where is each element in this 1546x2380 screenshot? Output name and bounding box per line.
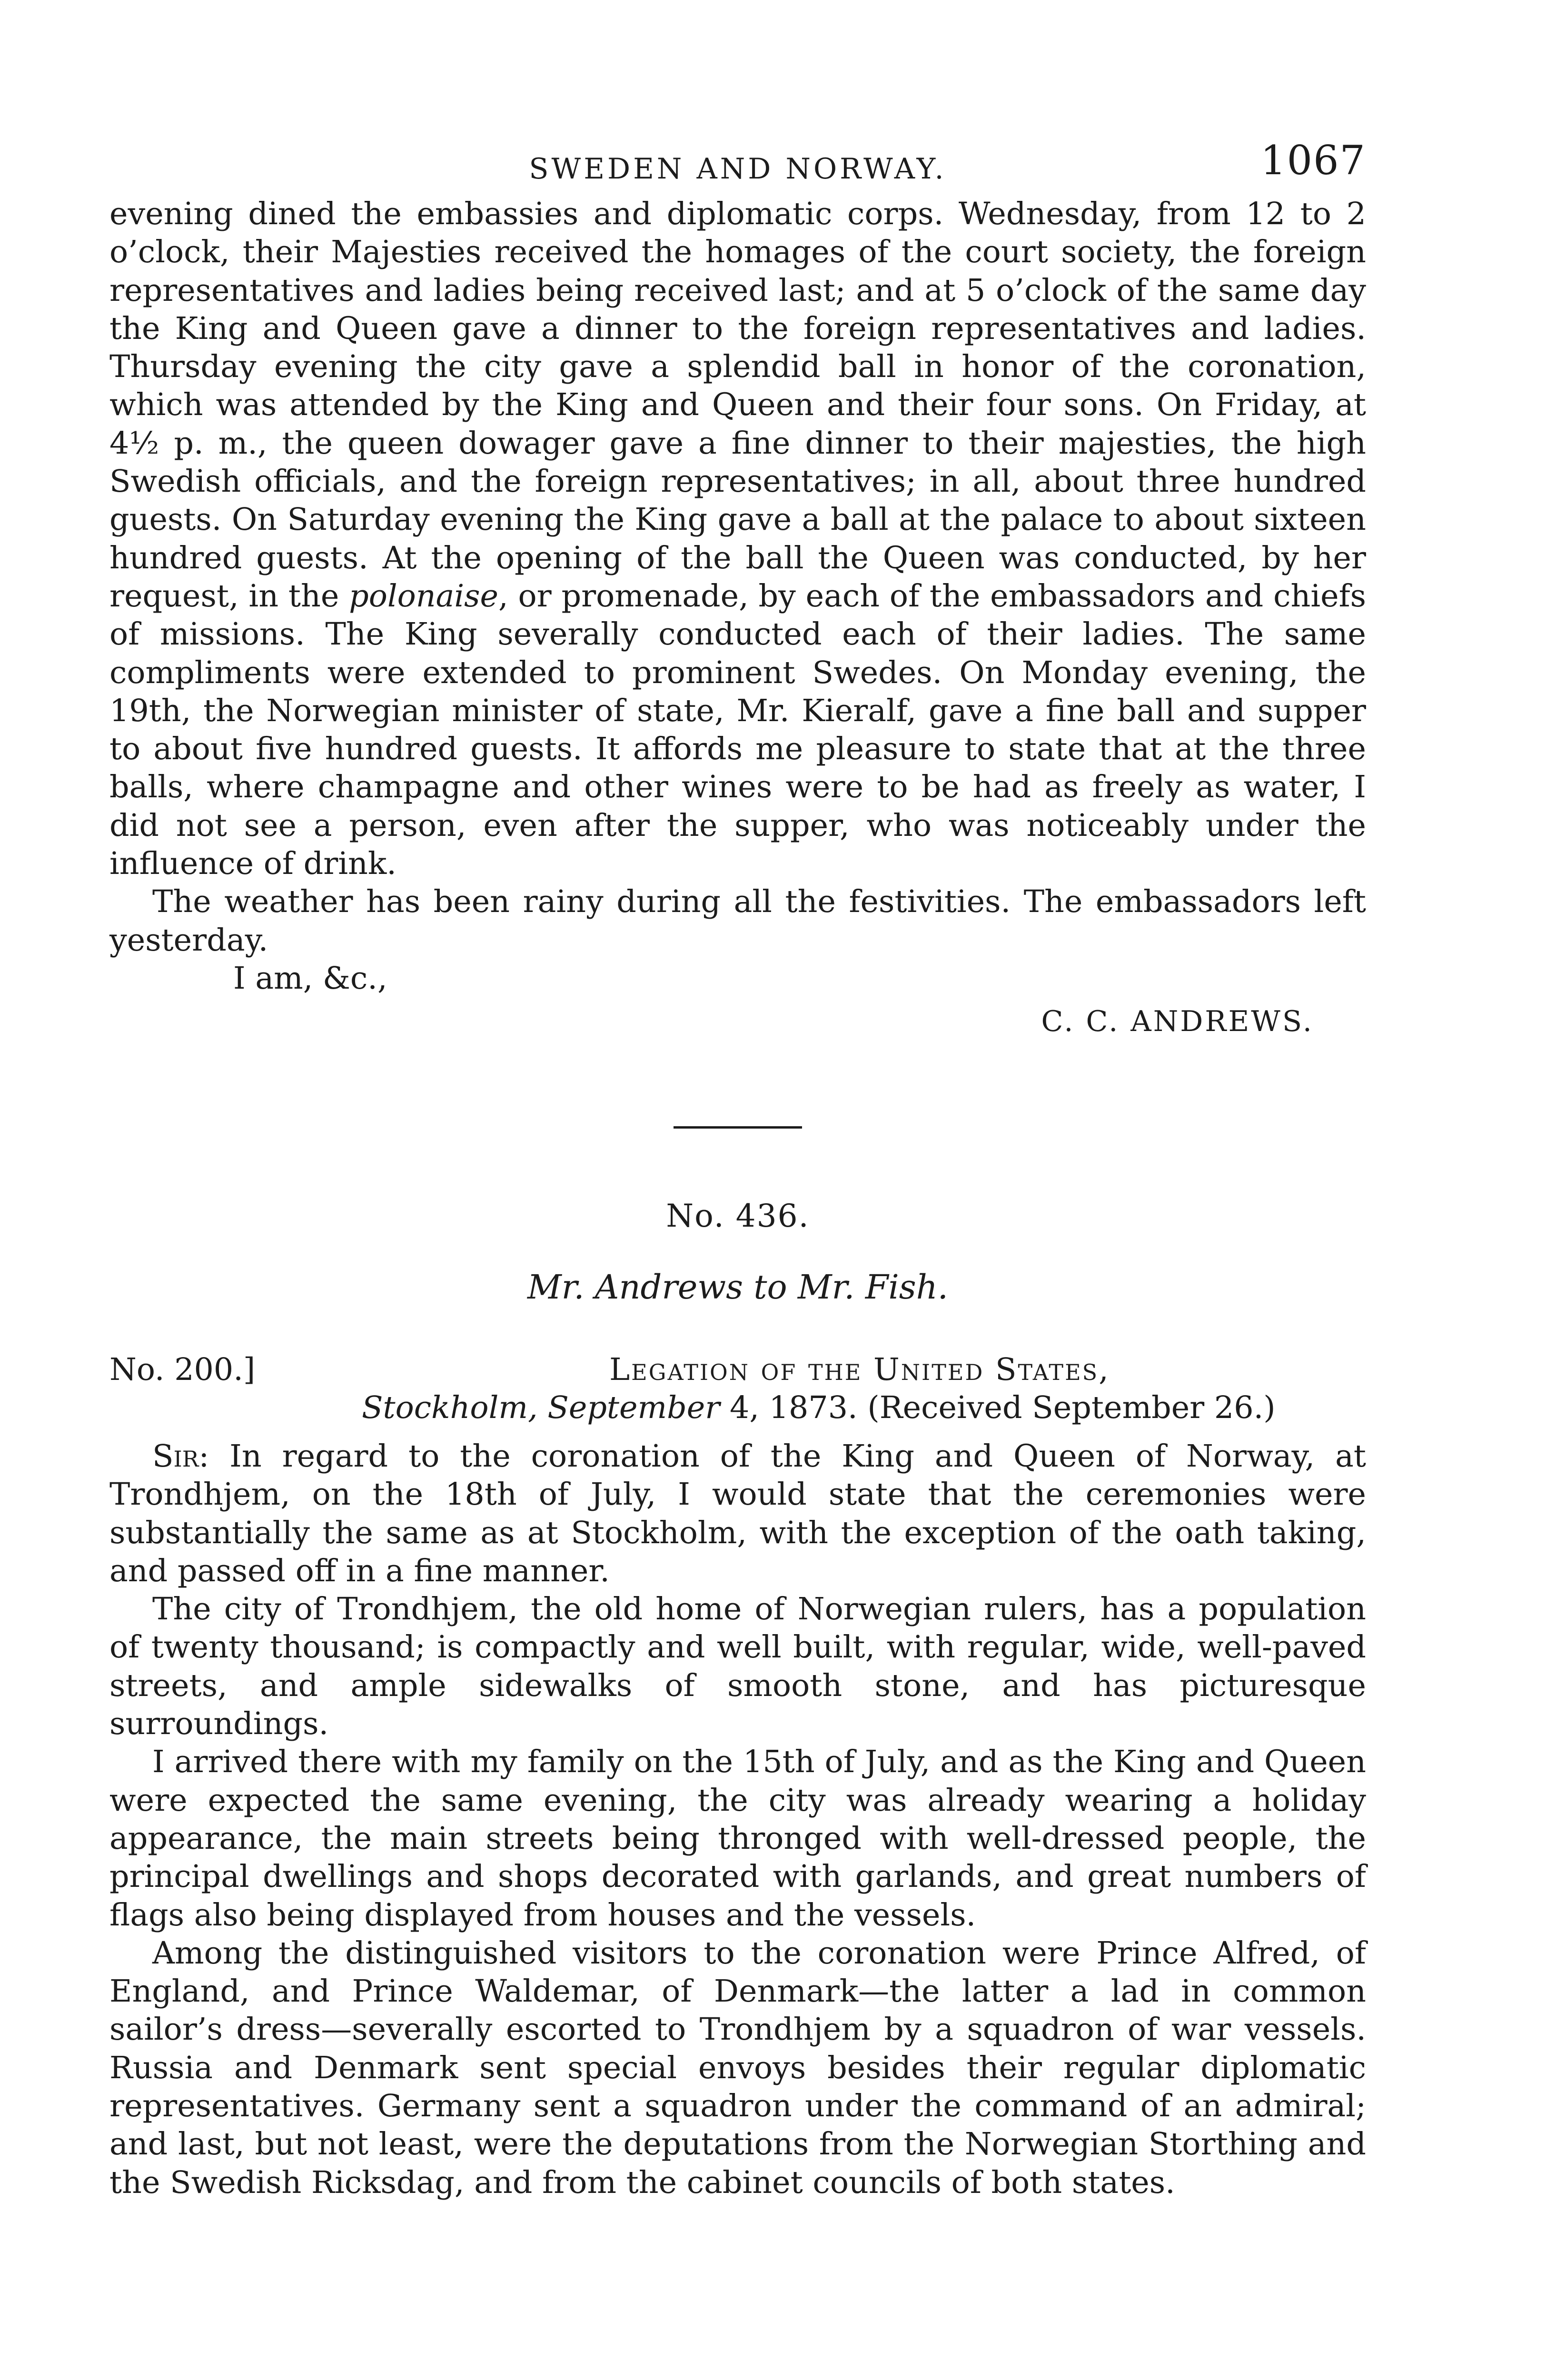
document-number: No. 436. (666, 1197, 810, 1234)
paragraph (109, 1438, 1366, 1590)
page-number: 1067 (1260, 137, 1366, 184)
place-date-line (362, 1390, 1276, 1426)
dispatch-body (109, 1438, 1366, 2202)
paragraph-text: , or promenade, by each of the embassadors and chiefs of missions. The King severally conducted each of their ladies. The same compliments were extended to prominent Swedes. On Monday evening, the 19th, the Norwegian minister of state, Mr. Kieralf, gave a fine ball and supper to about five hundred guests. It affords me pleasure to state that at the three balls, where champagne and other wines were to be had as freely as water, I did not see a person, even after the supper, who was noticeably under the influence of drink. (109, 578, 1367, 882)
running-head: SWEDEN AND NORWAY. (529, 152, 947, 186)
salutation: Sir (152, 1438, 199, 1474)
page-header (109, 124, 1366, 195)
closing: I am, &c., (233, 960, 387, 996)
dispatch-number: No. 200.] (109, 1351, 256, 1388)
paragraph-text: : In regard to the coronation of the King and Queen of Norway, at Trondhjem, on the 18th of July, I would state that the ceremonies were substantially the same as at Stockholm, with the exception of the oath taking, and passed off in a fine manner. (109, 1438, 1366, 1589)
paragraph: I arrived there with my family on the 15th of July, and as the King and Queen were expected the same evening, the city was already wearing a holiday appearance, the main streets being thronged with well-dressed people, the principal dwellings and shops decorated with garlands, and great numbers of flags also being displayed from houses and the vessels. (109, 1744, 1366, 1933)
paragraph: Among the distinguished visitors to the coronation were Prince Alfred, of England, and Prince Waldemar, of Denmark—the latter a lad in common sailor’s dress—severally escorted to Trondhjem by a squadron of war vessels. Russia and Denmark sent special envoys besides their regular diplomatic representatives. Germany sent a squadron under the command of an admiral; and last, but not least, were the deputations from the Norwegian Storthing and the Swedish Ricksdag, and from the cabinet councils of both states. (109, 1935, 1366, 2201)
paragraph-text: evening dined the embassies and diplomatic corps. Wednesday, from 12 to 2 o’clock, their Majesties received the homages of the court society, the foreign representatives and ladies being received last; and at 5 o’clock of the same day the King and Queen gave a dinner to the foreign representatives and ladies. Thursday evening the city gave a splendid ball in honor of the coronation, which was attended by the King and Queen and their four sons. On Friday, at 4½ p. m., the queen dowager gave a fine dinner to their majesties, the high Swedish officials, and the foreign representatives; in all, about three hundred guests. On Saturday evening the King gave a ball at the palace to about sixteen hundred guests. At the opening of the ball the Queen was conducted, by her request, in the (109, 196, 1366, 614)
signature: C. C. ANDREWS. (1041, 1004, 1314, 1038)
place-date-italic: Stockholm, September (362, 1389, 720, 1426)
legation-line: Legation of the United States, (609, 1351, 1110, 1388)
letter-continuation (109, 195, 1366, 960)
paragraph: The weather has been rainy during all the festivities. The embassadors left yesterday. (109, 884, 1366, 958)
place-date-rest: 4, 1873. (Received September 26.) (720, 1389, 1276, 1426)
dispatch-heading (109, 1352, 1366, 1433)
document-page (109, 124, 1366, 2202)
document-title: Mr. Andrews to Mr. Fish. (527, 1267, 949, 1307)
continued-paragraph (109, 195, 1366, 883)
section-divider (674, 1126, 802, 1129)
italic-term: polonaise (349, 578, 499, 614)
paragraph: The city of Trondhjem, the old home of Norwegian rulers, has a population of twenty thousand; is compactly and well built, with regular, wide, well-paved streets, and ample sidewalks of smooth stone, and has picturesque surroundings. (109, 1591, 1366, 1742)
